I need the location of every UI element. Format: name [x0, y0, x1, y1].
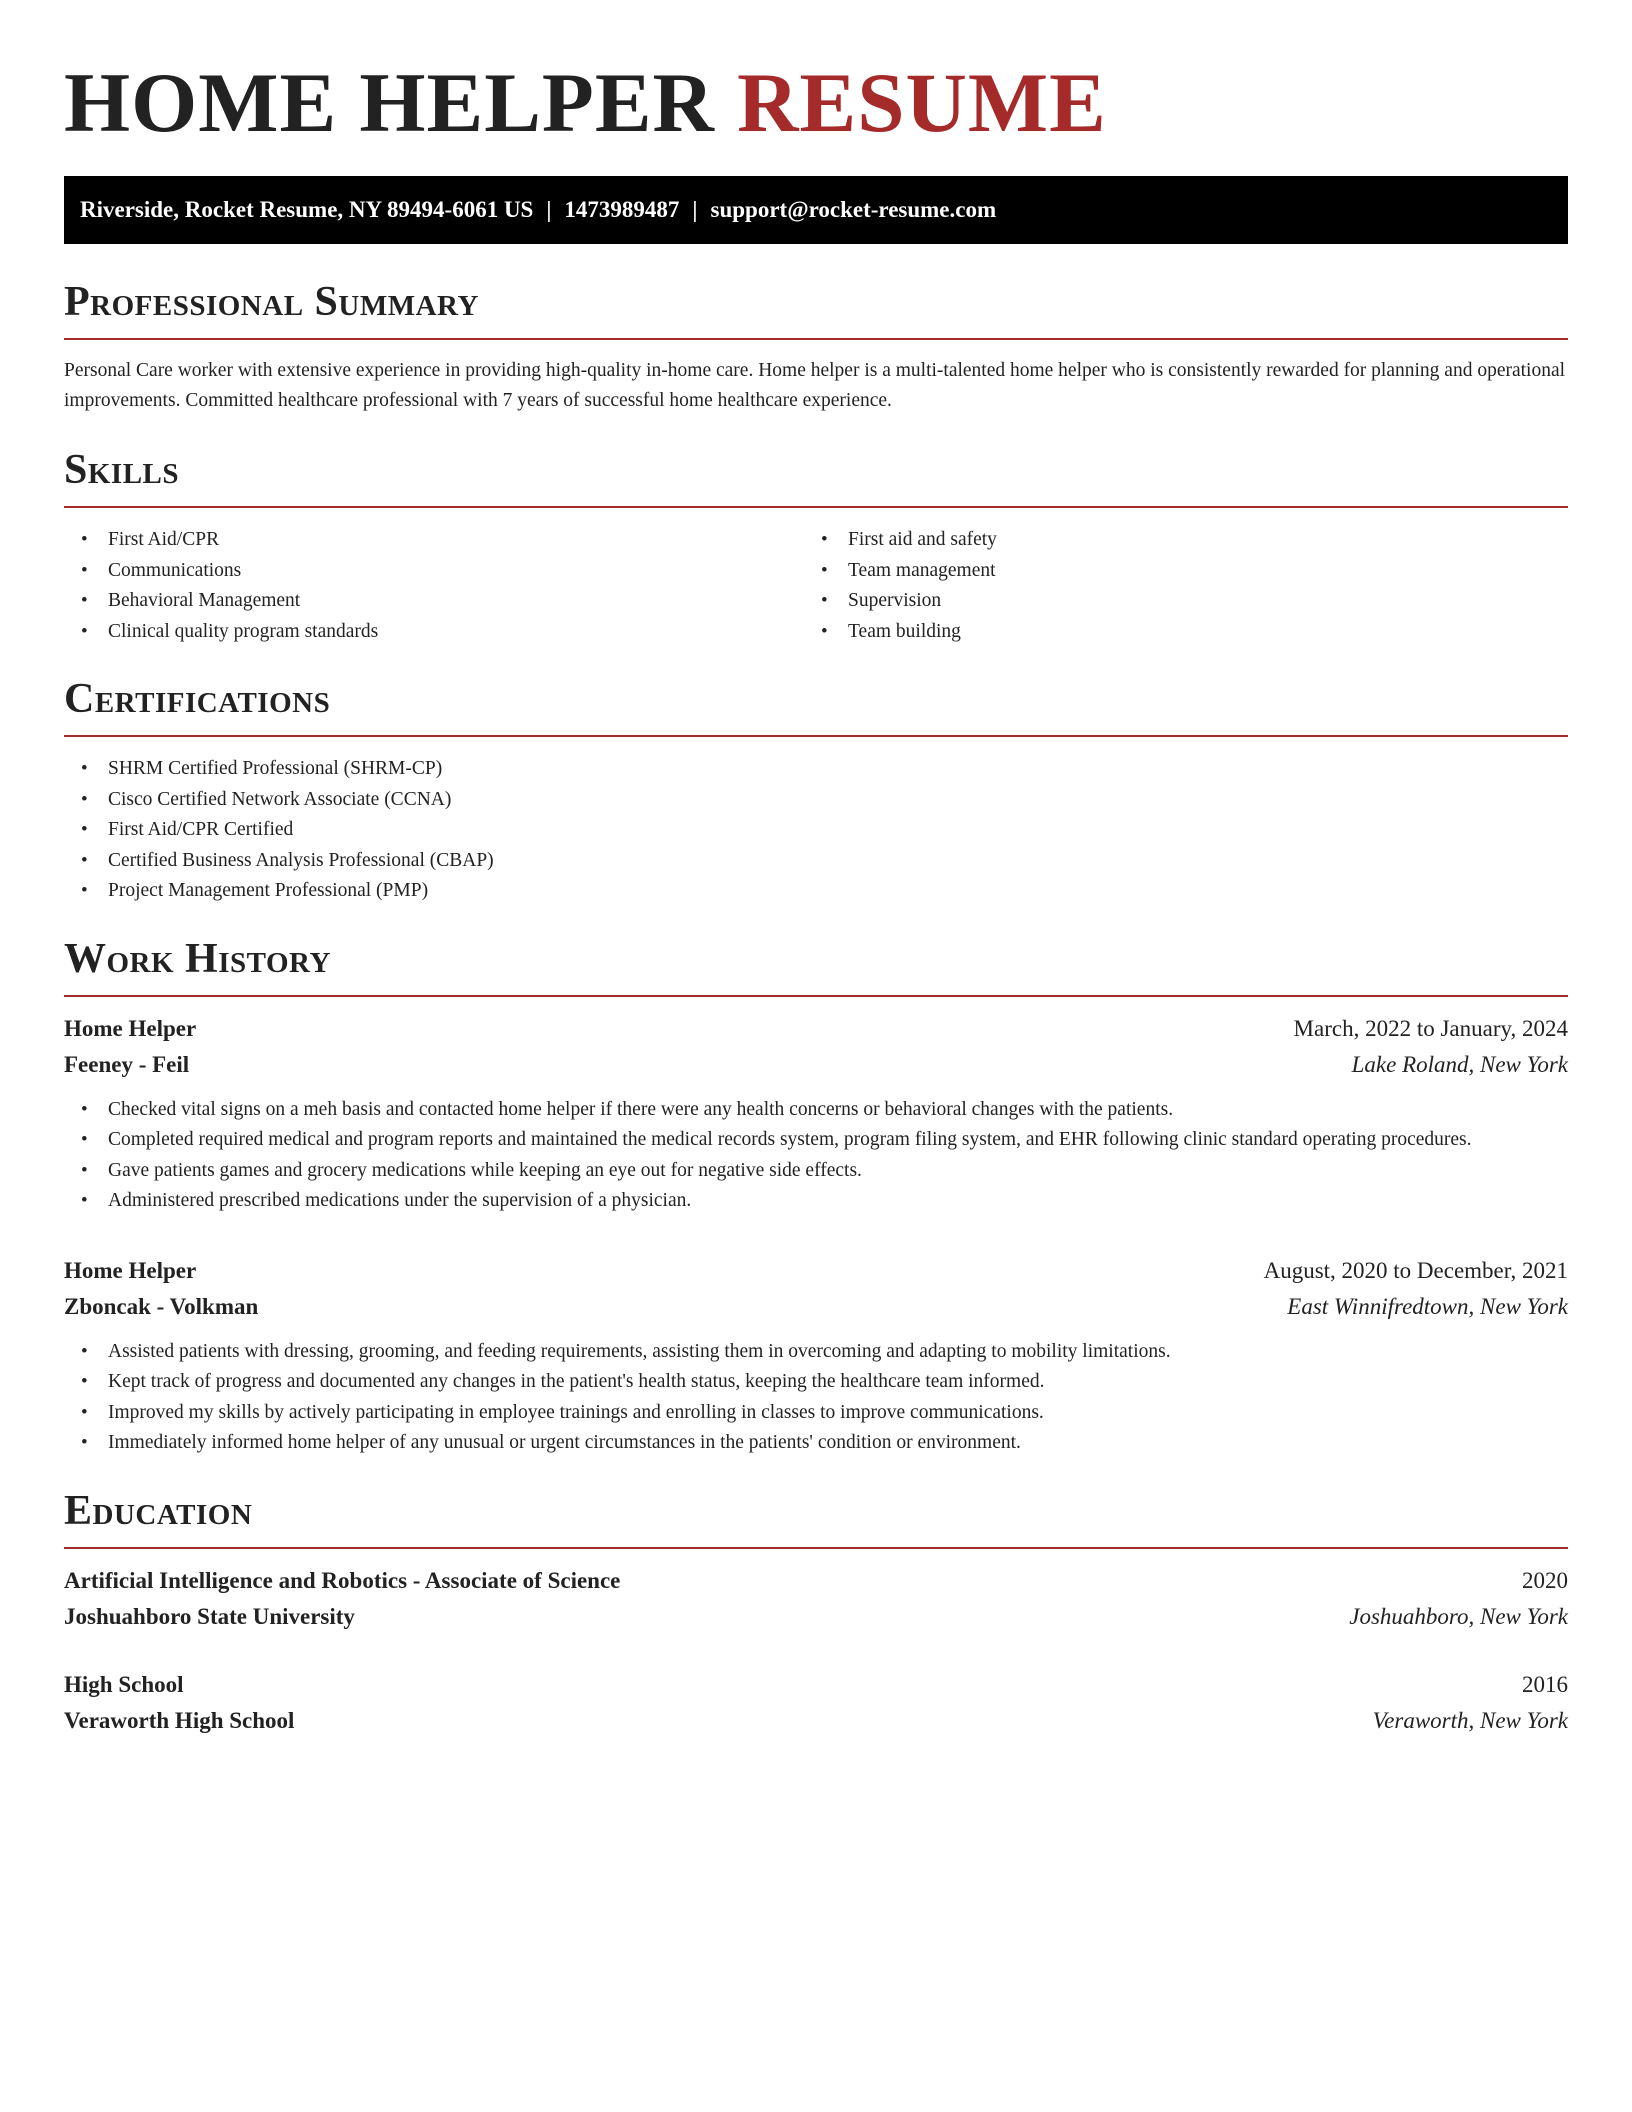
- skills-columns: [64, 508, 1568, 647]
- job-bullet: • Completed required medical and program reports and maintained the medical records system, program filing system, and EHR following clinic standard operating procedures.: [64, 1125, 1568, 1156]
- education-heading: Education: [64, 1487, 253, 1534]
- education-location: Joshuahboro, New York: [1349, 1603, 1568, 1629]
- certifications-section: [64, 673, 1568, 907]
- job-company-row: [64, 1289, 1568, 1325]
- work-history-section: [64, 933, 1568, 1459]
- certifications-list: [64, 737, 1568, 907]
- section-divider: [64, 995, 1568, 997]
- work-history-heading: Work History: [64, 935, 331, 982]
- summary-text: Personal Care worker with extensive experience in providing high-quality in-home care. Home helper is a multi-talented home helper who is consistently rewarded for planning and operational improvements. Committed healthcare professional with 7 years of successful home healthcare experience.: [64, 360, 1566, 411]
- education-year: 2020: [1522, 1567, 1568, 1593]
- certification-item: • SHRM Certified Professional (SHRM-CP): [64, 754, 1568, 785]
- job-title: Home Helper: [64, 1015, 197, 1041]
- contact-separator: |: [692, 197, 698, 222]
- skill-item: • Behavioral Management: [64, 586, 804, 617]
- education-entry: [64, 1667, 1568, 1739]
- education-school-row: [64, 1599, 1568, 1635]
- job-company-row: [64, 1047, 1568, 1083]
- job-bullets: [64, 1325, 1568, 1459]
- resume-title: [64, 0, 1568, 152]
- skill-item: • Team management: [804, 556, 1544, 587]
- contact-phone[interactable]: 1473989487: [564, 197, 680, 222]
- skills-list-left: [64, 525, 804, 647]
- education-school: Veraworth High School: [64, 1707, 295, 1733]
- job-bullet: • Administered prescribed medications under the supervision of a physician.: [64, 1186, 1568, 1217]
- job-company: Zboncak - Volkman: [64, 1293, 259, 1319]
- job-bullets: [64, 1083, 1568, 1217]
- skill-item: • First aid and safety: [804, 525, 1544, 556]
- skill-item: • First Aid/CPR: [64, 525, 804, 556]
- job-dates: March, 2022 to January, 2024: [1293, 1015, 1568, 1041]
- job-header-row: [64, 1011, 1568, 1047]
- skill-item: • Clinical quality program standards: [64, 617, 804, 648]
- certification-item: • Certified Business Analysis Professional (CBAP): [64, 846, 1568, 877]
- education-school: Joshuahboro State University: [64, 1603, 355, 1629]
- job-entry: [64, 1253, 1568, 1459]
- education-degree-row: [64, 1667, 1568, 1703]
- section-divider: [64, 1547, 1568, 1549]
- job-bullet: • Improved my skills by actively participating in employee trainings and enrolling in classes to improve communications.: [64, 1398, 1568, 1429]
- contact-bar: [64, 176, 1568, 244]
- education-degree: Artificial Intelligence and Robotics - Associate of Science: [64, 1567, 621, 1593]
- skill-item: • Team building: [804, 617, 1544, 648]
- summary-section: [64, 276, 1568, 416]
- job-bullet: • Checked vital signs on a meh basis and contacted home helper if there were any health concerns or behavioral changes with the patients.: [64, 1095, 1568, 1126]
- skills-section: [64, 444, 1568, 647]
- job-title: Home Helper: [64, 1257, 197, 1283]
- job-company: Feeney - Feil: [64, 1051, 190, 1077]
- summary-heading: Professional Summary: [64, 279, 479, 325]
- education-year: 2016: [1522, 1671, 1568, 1697]
- job-entry: [64, 1011, 1568, 1217]
- skills-heading: Skills: [64, 447, 180, 493]
- education-school-row: [64, 1703, 1568, 1739]
- job-bullet: • Kept track of progress and documented any changes in the patient's health status, keeping the healthcare team informed.: [64, 1367, 1568, 1398]
- certification-item: • Project Management Professional (PMP): [64, 876, 1568, 907]
- skill-item: • Communications: [64, 556, 804, 587]
- title-accent: RESUME: [737, 56, 1107, 150]
- education-degree: High School: [64, 1671, 184, 1697]
- contact-address: Riverside, Rocket Resume, NY 89494-6061 US: [80, 197, 534, 222]
- certification-item: • First Aid/CPR Certified: [64, 815, 1568, 846]
- contact-email[interactable]: support@rocket-resume.com: [710, 197, 997, 222]
- job-location: East Winnifredtown, New York: [1287, 1293, 1568, 1319]
- education-location: Veraworth, New York: [1372, 1707, 1568, 1733]
- job-bullet: • Gave patients games and grocery medications while keeping an eye out for negative side effects.: [64, 1156, 1568, 1187]
- certifications-heading: Certifications: [64, 676, 331, 722]
- education-degree-row: [64, 1563, 1568, 1599]
- education-entry: [64, 1563, 1568, 1635]
- education-section: [64, 1485, 1568, 1739]
- job-dates: August, 2020 to December, 2021: [1263, 1257, 1568, 1283]
- skills-list-right: [804, 525, 1544, 647]
- skill-item: • Supervision: [804, 586, 1544, 617]
- certification-item: • Cisco Certified Network Associate (CCNA): [64, 785, 1568, 816]
- job-bullet: • Immediately informed home helper of any unusual or urgent circumstances in the patients' condition or environment.: [64, 1428, 1568, 1459]
- title-main: HOME HELPER: [64, 56, 715, 150]
- job-bullet: • Assisted patients with dressing, grooming, and feeding requirements, assisting them in overcoming and adapting to mobility limitations.: [64, 1337, 1568, 1368]
- job-location: Lake Roland, New York: [1351, 1051, 1568, 1077]
- contact-separator: |: [546, 197, 552, 222]
- job-header-row: [64, 1253, 1568, 1289]
